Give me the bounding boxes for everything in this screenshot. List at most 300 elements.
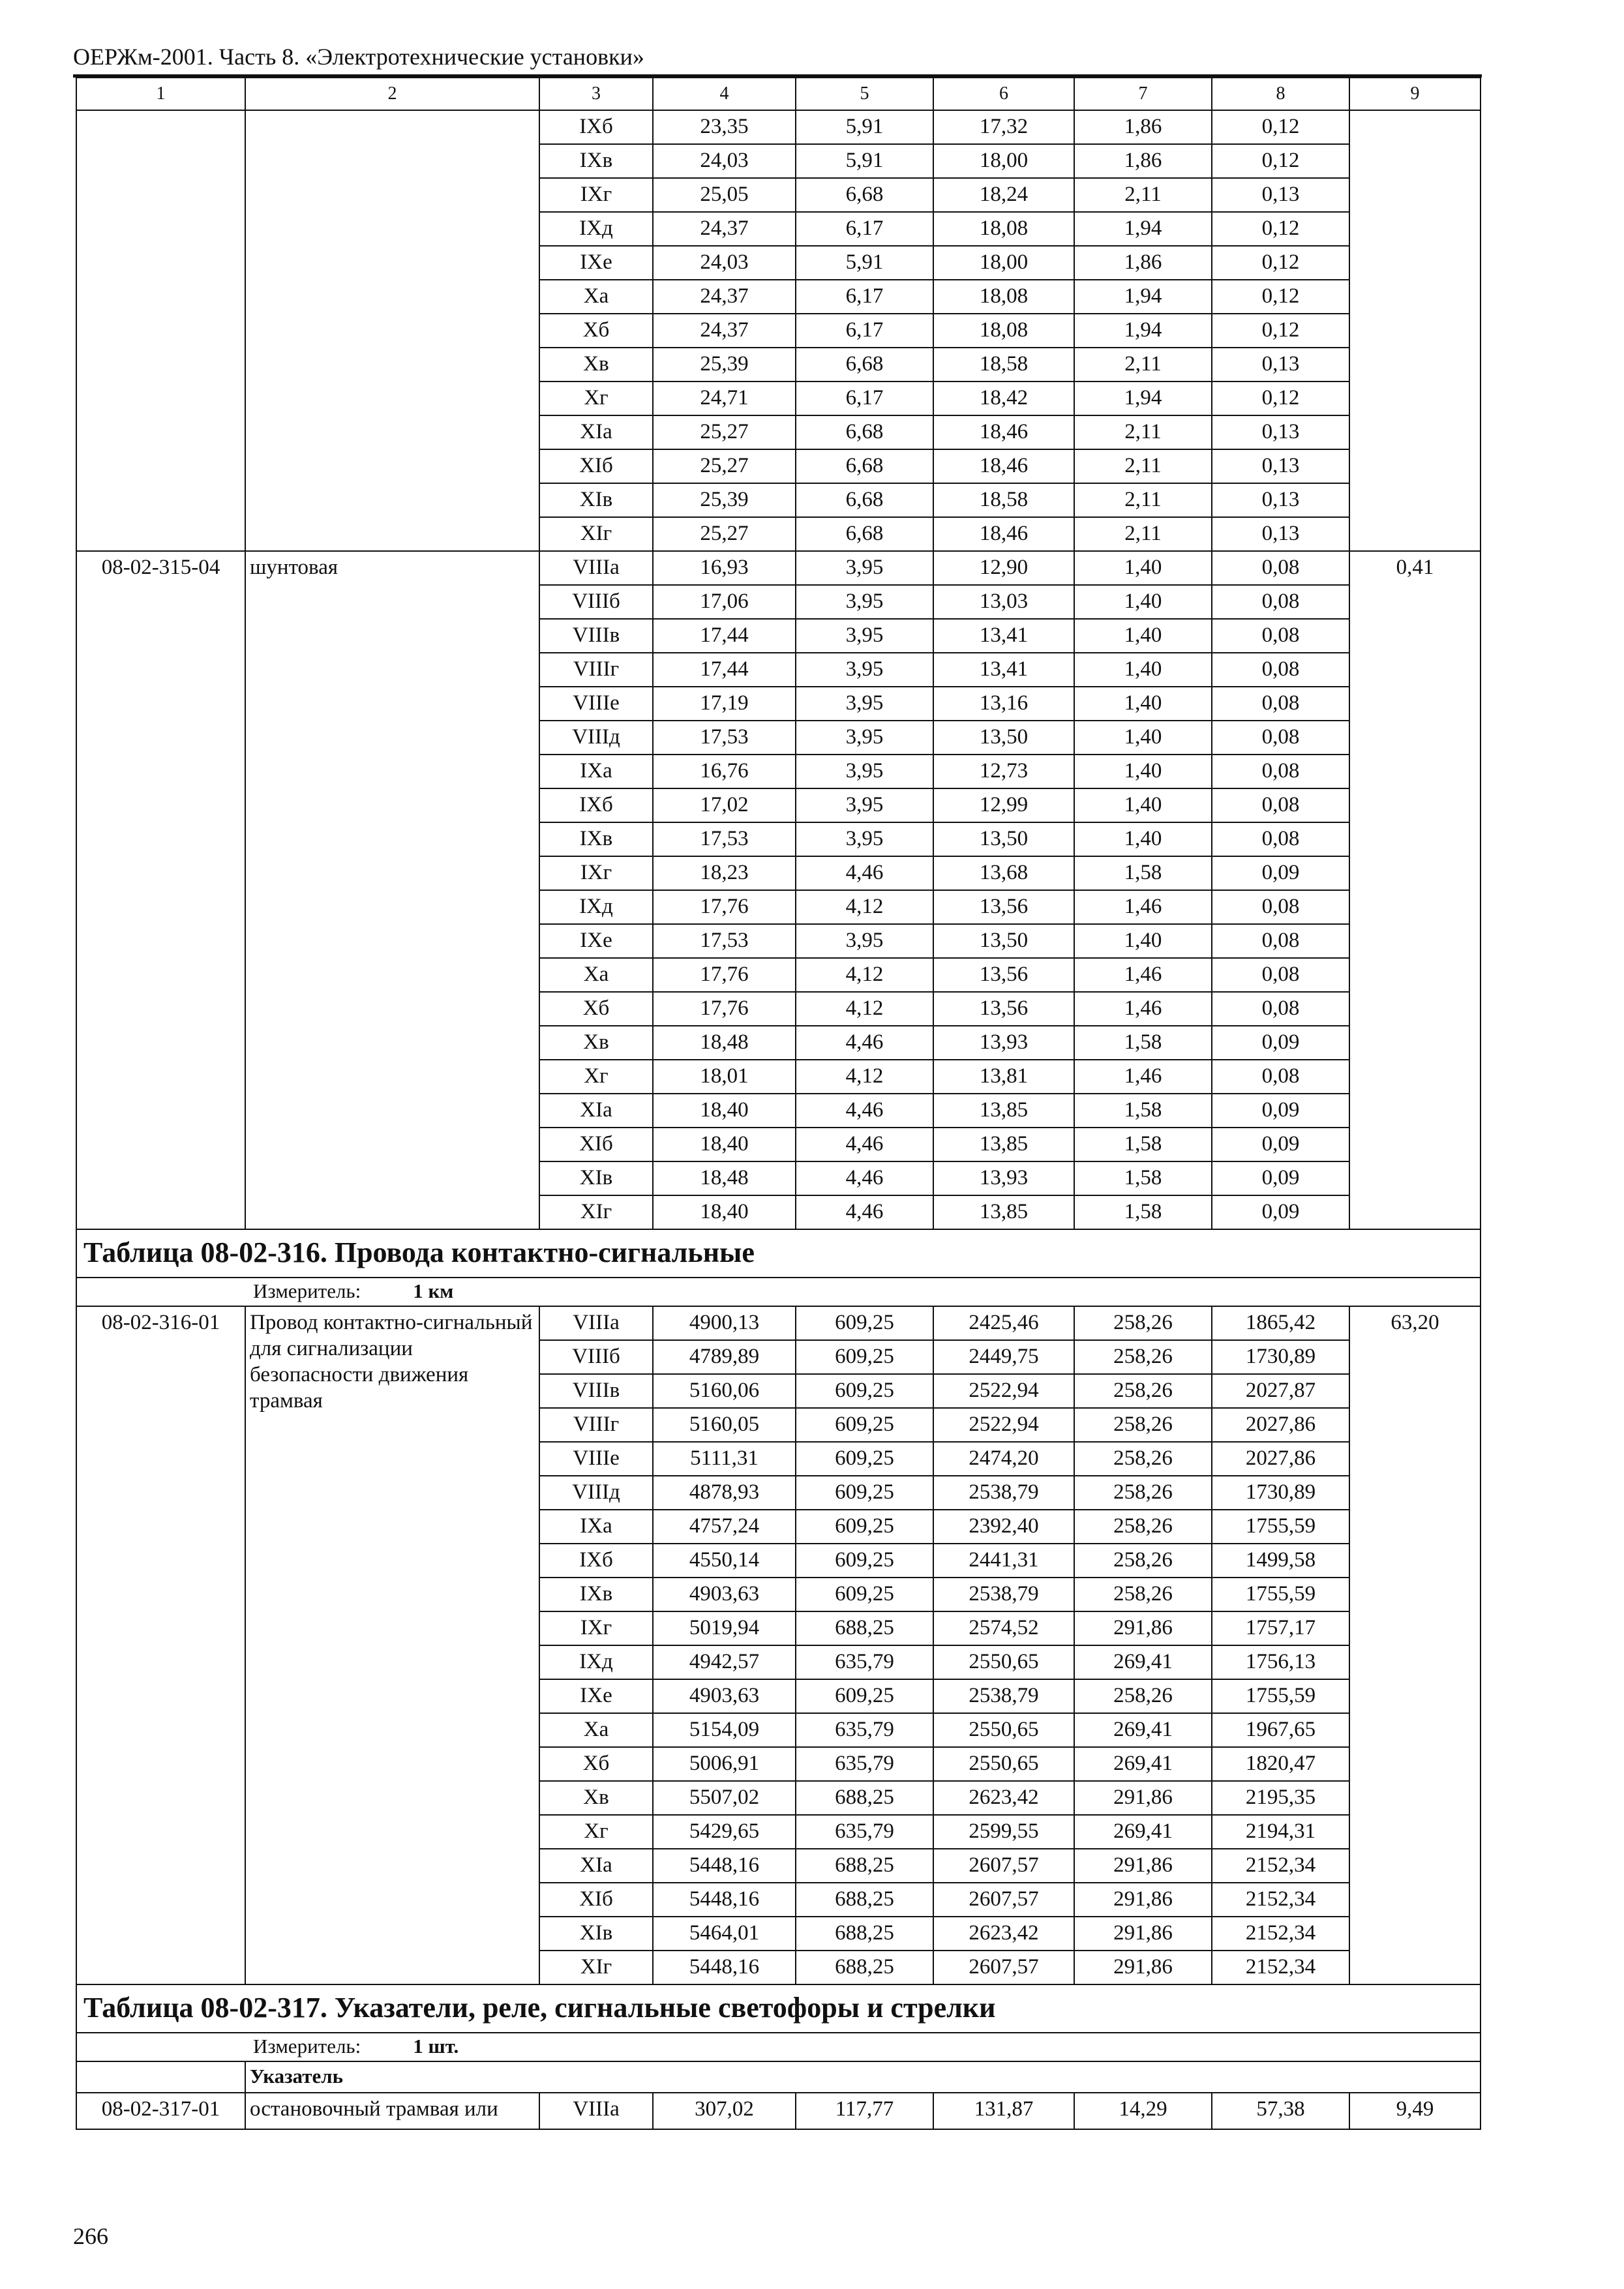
value-cell: 291,86 — [1074, 1849, 1212, 1883]
value-cell: 2607,57 — [933, 1883, 1074, 1917]
value-cell: 2538,79 — [933, 1476, 1074, 1510]
zone-cell: VIIIе — [539, 1442, 653, 1476]
value-cell: 635,79 — [796, 1713, 933, 1747]
value-cell: 5160,06 — [653, 1374, 796, 1408]
value-cell: 258,26 — [1074, 1442, 1212, 1476]
value-cell: 13,41 — [933, 619, 1074, 653]
value-cell: 307,02 — [653, 2093, 796, 2129]
value-cell: 1,40 — [1074, 551, 1212, 585]
value-cell: 0,09 — [1212, 1128, 1349, 1161]
value-cell: 6,68 — [796, 449, 933, 483]
value-cell: 609,25 — [796, 1510, 933, 1544]
value-cell: 2538,79 — [933, 1679, 1074, 1713]
value-cell: 6,17 — [796, 382, 933, 415]
value-cell: 12,90 — [933, 551, 1074, 585]
value-cell: 1,58 — [1074, 1195, 1212, 1229]
value-cell: 0,08 — [1212, 788, 1349, 822]
value-cell: 18,40 — [653, 1128, 796, 1161]
value-cell: 2152,34 — [1212, 1849, 1349, 1883]
value-cell: 13,41 — [933, 653, 1074, 687]
value-cell: 13,50 — [933, 721, 1074, 755]
zone-cell: IXе — [539, 924, 653, 958]
zone-cell: IXд — [539, 890, 653, 924]
zone-cell: IXг — [539, 856, 653, 890]
value-cell: 269,41 — [1074, 1713, 1212, 1747]
value-cell: 18,48 — [653, 1161, 796, 1195]
value-cell: 6,17 — [796, 280, 933, 314]
value-cell: 18,46 — [933, 449, 1074, 483]
value-cell: 0,09 — [1212, 1161, 1349, 1195]
value-cell: 0,13 — [1212, 449, 1349, 483]
value-cell: 5154,09 — [653, 1713, 796, 1747]
value-cell: 2027,86 — [1212, 1408, 1349, 1442]
value-cell: 269,41 — [1074, 1645, 1212, 1679]
zone-cell: VIIIг — [539, 1408, 653, 1442]
value-cell: 17,53 — [653, 721, 796, 755]
zone-cell: IXе — [539, 246, 653, 280]
value-cell: 688,25 — [796, 1883, 933, 1917]
value-cell: 18,24 — [933, 178, 1074, 212]
value-cell: 1,40 — [1074, 822, 1212, 856]
page-number: 266 — [73, 2223, 108, 2249]
value-cell: 13,85 — [933, 1128, 1074, 1161]
value-cell: 3,95 — [796, 822, 933, 856]
value-cell: 5448,16 — [653, 1951, 796, 1984]
value-cell: 17,19 — [653, 687, 796, 721]
value-cell: 17,44 — [653, 619, 796, 653]
value-cell: 17,53 — [653, 822, 796, 856]
zone-cell: XIб — [539, 1128, 653, 1161]
value-cell: 0,12 — [1212, 314, 1349, 348]
value-cell: 6,68 — [796, 348, 933, 382]
value-cell: 25,27 — [653, 415, 796, 449]
value-cell: 2152,34 — [1212, 1951, 1349, 1984]
work-name: шунтовая — [245, 551, 539, 1229]
value-cell: 18,40 — [653, 1195, 796, 1229]
table-row — [76, 551, 1481, 585]
rate-code: 08-02-317-01 — [76, 2093, 245, 2129]
value-cell: 0,09 — [1212, 1094, 1349, 1128]
value-cell: 258,26 — [1074, 1374, 1212, 1408]
value-cell: 258,26 — [1074, 1340, 1212, 1374]
table-title: Таблица 08-02-316. Провода контактно-сигнальные — [76, 1229, 1481, 1278]
zone-cell: IXд — [539, 1645, 653, 1679]
zone-cell: XIв — [539, 1161, 653, 1195]
value-cell: 269,41 — [1074, 1747, 1212, 1781]
value-cell: 688,25 — [796, 1781, 933, 1815]
measure-value: 1 шт. — [413, 2035, 459, 2057]
value-cell: 17,76 — [653, 890, 796, 924]
zone-cell: VIIIв — [539, 1374, 653, 1408]
zone-cell: VIIIд — [539, 1476, 653, 1510]
value-cell: 13,50 — [933, 924, 1074, 958]
column-number: 7 — [1074, 78, 1212, 110]
value-cell: 258,26 — [1074, 1408, 1212, 1442]
value-cell: 18,08 — [933, 280, 1074, 314]
value-cell: 688,25 — [796, 1917, 933, 1951]
value-cell: 0,08 — [1212, 958, 1349, 992]
zone-cell: VIIIд — [539, 721, 653, 755]
value-cell: 4,12 — [796, 890, 933, 924]
value-cell: 17,53 — [653, 924, 796, 958]
value-cell: 3,95 — [796, 788, 933, 822]
value-cell: 13,56 — [933, 958, 1074, 992]
value-cell: 2,11 — [1074, 348, 1212, 382]
table-title: Таблица 08-02-317. Указатели, реле, сигнальные светофоры и стрелки — [76, 1984, 1481, 2033]
value-cell: 18,58 — [933, 348, 1074, 382]
value-cell: 24,37 — [653, 280, 796, 314]
value-cell: 13,68 — [933, 856, 1074, 890]
zone-cell: IXг — [539, 178, 653, 212]
value-cell: 1757,17 — [1212, 1611, 1349, 1645]
value-cell: 13,93 — [933, 1026, 1074, 1060]
measure-unit — [76, 1278, 1481, 1306]
value-cell: 1,40 — [1074, 924, 1212, 958]
value-cell: 609,25 — [796, 1578, 933, 1611]
value-cell: 291,86 — [1074, 1883, 1212, 1917]
value-cell: 609,25 — [796, 1679, 933, 1713]
zone-cell: VIIIг — [539, 653, 653, 687]
rate-code: 08-02-316-01 — [76, 1306, 245, 1984]
value-cell: 0,08 — [1212, 755, 1349, 788]
value-cell: 13,85 — [933, 1094, 1074, 1128]
value-cell: 609,25 — [796, 1306, 933, 1340]
value-cell: 24,03 — [653, 144, 796, 178]
value-cell: 1,86 — [1074, 110, 1212, 144]
value-cell: 131,87 — [933, 2093, 1074, 2129]
value-cell: 0,12 — [1212, 246, 1349, 280]
value-cell: 1755,59 — [1212, 1679, 1349, 1713]
value-cell: 2574,52 — [933, 1611, 1074, 1645]
value-cell: 1967,65 — [1212, 1713, 1349, 1747]
value-cell: 3,95 — [796, 551, 933, 585]
value-cell: 2,11 — [1074, 517, 1212, 551]
value-cell: 117,77 — [796, 2093, 933, 2129]
column-number: 9 — [1349, 78, 1481, 110]
value-cell: 18,46 — [933, 517, 1074, 551]
value-cell: 258,26 — [1074, 1306, 1212, 1340]
value-cell: 0,08 — [1212, 585, 1349, 619]
zone-cell: Xг — [539, 1815, 653, 1849]
value-cell: 2449,75 — [933, 1340, 1074, 1374]
work-name: Провод контактно-сигнальный для сигнализации безопасности движения трамвая — [245, 1306, 539, 1984]
value-cell: 6,68 — [796, 178, 933, 212]
value-cell: 6,68 — [796, 415, 933, 449]
value-cell: 5429,65 — [653, 1815, 796, 1849]
value-cell: 2425,46 — [933, 1306, 1074, 1340]
value-cell: 5448,16 — [653, 1849, 796, 1883]
zone-cell: VIIIa — [539, 1306, 653, 1340]
value-cell: 24,03 — [653, 246, 796, 280]
value-cell: 4,46 — [796, 1026, 933, 1060]
value-cell: 4,46 — [796, 1128, 933, 1161]
zone-cell: IXб — [539, 788, 653, 822]
value-cell: 1,94 — [1074, 280, 1212, 314]
zone-cell: IXе — [539, 1679, 653, 1713]
zone-cell: Xб — [539, 314, 653, 348]
value-cell: 13,50 — [933, 822, 1074, 856]
value-cell: 3,95 — [796, 721, 933, 755]
value-cell: 0,08 — [1212, 653, 1349, 687]
value-cell: 291,86 — [1074, 1781, 1212, 1815]
value-cell: 0,12 — [1212, 382, 1349, 415]
value-cell: 635,79 — [796, 1645, 933, 1679]
zone-cell: XIa — [539, 415, 653, 449]
column-number: 6 — [933, 78, 1074, 110]
value-cell: 3,95 — [796, 585, 933, 619]
zone-cell: VIIIв — [539, 619, 653, 653]
value-cell: 3,95 — [796, 755, 933, 788]
zone-cell: VIIIa — [539, 551, 653, 585]
value-cell: 1,86 — [1074, 246, 1212, 280]
value-cell: 291,86 — [1074, 1951, 1212, 1984]
value-cell: 2195,35 — [1212, 1781, 1349, 1815]
value-cell: 688,25 — [796, 1611, 933, 1645]
value-cell: 5019,94 — [653, 1611, 796, 1645]
value-cell: 5464,01 — [653, 1917, 796, 1951]
value-cell: 258,26 — [1074, 1578, 1212, 1611]
zone-cell: XIг — [539, 1195, 653, 1229]
zone-cell: VIIIa — [539, 2093, 653, 2129]
value-cell: 1,58 — [1074, 1161, 1212, 1195]
value-cell: 5111,31 — [653, 1442, 796, 1476]
value-cell: 688,25 — [796, 1849, 933, 1883]
table-row — [76, 110, 1481, 144]
zone-cell: Xб — [539, 992, 653, 1026]
value-cell: 0,12 — [1212, 144, 1349, 178]
value-cell: 609,25 — [796, 1544, 933, 1578]
value-cell: 18,00 — [933, 144, 1074, 178]
value-cell: 0,09 — [1212, 1195, 1349, 1229]
value-cell: 2599,55 — [933, 1815, 1074, 1849]
value-cell: 269,41 — [1074, 1815, 1212, 1849]
value-cell: 24,71 — [653, 382, 796, 415]
zone-cell: XIг — [539, 1951, 653, 1984]
value-cell: 0,13 — [1212, 483, 1349, 517]
value-cell: 609,25 — [796, 1442, 933, 1476]
value-cell: 0,12 — [1212, 212, 1349, 246]
value-cell: 635,79 — [796, 1815, 933, 1849]
value-cell: 1,58 — [1074, 1094, 1212, 1128]
value-cell: 6,17 — [796, 212, 933, 246]
value-cell: 1,46 — [1074, 992, 1212, 1026]
zone-cell: XIг — [539, 517, 653, 551]
value-cell: 17,76 — [653, 992, 796, 1026]
group-title: Указатель — [245, 2061, 1481, 2093]
value-cell: 18,08 — [933, 314, 1074, 348]
value-cell: 2623,42 — [933, 1781, 1074, 1815]
measure-value: 1 км — [413, 1279, 454, 1302]
value-cell: 1499,58 — [1212, 1544, 1349, 1578]
value-cell: 0,08 — [1212, 721, 1349, 755]
value-cell: 6,17 — [796, 314, 933, 348]
value-cell: 2,11 — [1074, 178, 1212, 212]
value-cell: 16,76 — [653, 755, 796, 788]
value-cell: 17,06 — [653, 585, 796, 619]
value-cell: 24,37 — [653, 314, 796, 348]
value-cell: 0,12 — [1212, 280, 1349, 314]
value-cell: 2522,94 — [933, 1374, 1074, 1408]
value-cell: 609,25 — [796, 1340, 933, 1374]
zone-cell: IXб — [539, 1544, 653, 1578]
value-cell: 18,58 — [933, 483, 1074, 517]
column-number: 2 — [245, 78, 539, 110]
value-cell: 1730,89 — [1212, 1340, 1349, 1374]
value-cell: 4757,24 — [653, 1510, 796, 1544]
column-number: 4 — [653, 78, 796, 110]
column-number: 8 — [1212, 78, 1349, 110]
value-cell: 14,29 — [1074, 2093, 1212, 2129]
value-cell: 2623,42 — [933, 1917, 1074, 1951]
value-cell: 5,91 — [796, 246, 933, 280]
value-cell: 13,56 — [933, 992, 1074, 1026]
col9-value: 63,20 — [1349, 1306, 1481, 1984]
value-cell: 4942,57 — [653, 1645, 796, 1679]
zone-cell: Xв — [539, 1781, 653, 1815]
measure-unit — [76, 2033, 1481, 2061]
value-cell: 2522,94 — [933, 1408, 1074, 1442]
value-cell: 25,27 — [653, 517, 796, 551]
value-cell: 4903,63 — [653, 1578, 796, 1611]
value-cell: 18,46 — [933, 415, 1074, 449]
value-cell: 2474,20 — [933, 1442, 1074, 1476]
value-cell: 1730,89 — [1212, 1476, 1349, 1510]
value-cell: 4789,89 — [653, 1340, 796, 1374]
value-cell: 5006,91 — [653, 1747, 796, 1781]
value-cell: 0,09 — [1212, 856, 1349, 890]
value-cell: 13,56 — [933, 890, 1074, 924]
value-cell: 4,46 — [796, 1094, 933, 1128]
zone-cell: XIв — [539, 1917, 653, 1951]
zone-cell: IXв — [539, 144, 653, 178]
value-cell: 258,26 — [1074, 1544, 1212, 1578]
value-cell: 4903,63 — [653, 1679, 796, 1713]
value-cell: 25,05 — [653, 178, 796, 212]
value-cell: 5448,16 — [653, 1883, 796, 1917]
value-cell: 12,73 — [933, 755, 1074, 788]
value-cell: 2550,65 — [933, 1645, 1074, 1679]
zone-cell: IXa — [539, 755, 653, 788]
value-cell: 25,27 — [653, 449, 796, 483]
value-cell: 0,13 — [1212, 415, 1349, 449]
value-cell: 5,91 — [796, 110, 933, 144]
value-cell: 1,46 — [1074, 958, 1212, 992]
col9-value — [1349, 110, 1481, 551]
value-cell: 2441,31 — [933, 1544, 1074, 1578]
value-cell: 2194,31 — [1212, 1815, 1349, 1849]
zone-cell: IXб — [539, 110, 653, 144]
zone-cell: XIб — [539, 1883, 653, 1917]
value-cell: 13,93 — [933, 1161, 1074, 1195]
price-table — [76, 77, 1481, 2130]
value-cell: 1,40 — [1074, 788, 1212, 822]
value-cell: 1,46 — [1074, 1060, 1212, 1094]
value-cell: 17,02 — [653, 788, 796, 822]
col9-value: 0,41 — [1349, 551, 1481, 1229]
value-cell: 1756,13 — [1212, 1645, 1349, 1679]
value-cell: 1,94 — [1074, 212, 1212, 246]
value-cell: 1,58 — [1074, 1026, 1212, 1060]
value-cell: 2027,86 — [1212, 1442, 1349, 1476]
value-cell: 635,79 — [796, 1747, 933, 1781]
value-cell: 18,40 — [653, 1094, 796, 1128]
rate-code: 08-02-315-04 — [76, 551, 245, 1229]
value-cell: 1755,59 — [1212, 1578, 1349, 1611]
zone-cell: Xa — [539, 958, 653, 992]
value-cell: 2550,65 — [933, 1747, 1074, 1781]
value-cell: 2152,34 — [1212, 1883, 1349, 1917]
value-cell: 1,86 — [1074, 144, 1212, 178]
value-cell: 18,42 — [933, 382, 1074, 415]
measure-label: Измеритель: — [253, 1279, 361, 1302]
work-name: остановочный трамвая или — [245, 2093, 539, 2129]
value-cell: 1,40 — [1074, 585, 1212, 619]
value-cell: 0,08 — [1212, 890, 1349, 924]
value-cell: 258,26 — [1074, 1679, 1212, 1713]
work-name — [245, 110, 539, 551]
column-number: 3 — [539, 78, 653, 110]
value-cell: 0,08 — [1212, 551, 1349, 585]
value-cell: 2027,87 — [1212, 1374, 1349, 1408]
zone-cell: VIIIе — [539, 687, 653, 721]
value-cell: 2152,34 — [1212, 1917, 1349, 1951]
value-cell: 5,91 — [796, 144, 933, 178]
value-cell: 609,25 — [796, 1476, 933, 1510]
value-cell: 4,12 — [796, 1060, 933, 1094]
value-cell: 6,68 — [796, 517, 933, 551]
group-spacer — [76, 2061, 245, 2093]
value-cell: 2,11 — [1074, 415, 1212, 449]
value-cell: 258,26 — [1074, 1510, 1212, 1544]
value-cell: 2,11 — [1074, 483, 1212, 517]
column-number-row — [76, 78, 1481, 110]
value-cell: 3,95 — [796, 619, 933, 653]
value-cell: 3,95 — [796, 924, 933, 958]
value-cell: 0,13 — [1212, 517, 1349, 551]
value-cell: 2538,79 — [933, 1578, 1074, 1611]
value-cell: 0,08 — [1212, 992, 1349, 1026]
value-cell: 2392,40 — [933, 1510, 1074, 1544]
value-cell: 13,81 — [933, 1060, 1074, 1094]
value-cell: 1,46 — [1074, 890, 1212, 924]
value-cell: 17,44 — [653, 653, 796, 687]
value-cell: 1,94 — [1074, 382, 1212, 415]
value-cell: 12,99 — [933, 788, 1074, 822]
value-cell: 3,95 — [796, 653, 933, 687]
value-cell: 4550,14 — [653, 1544, 796, 1578]
zone-cell: XIб — [539, 449, 653, 483]
value-cell: 57,38 — [1212, 2093, 1349, 2129]
measure-label: Измеритель: — [253, 2035, 361, 2057]
value-cell: 0,08 — [1212, 619, 1349, 653]
value-cell: 4878,93 — [653, 1476, 796, 1510]
zone-cell: IXд — [539, 212, 653, 246]
zone-cell: Xг — [539, 1060, 653, 1094]
column-number: 5 — [796, 78, 933, 110]
running-header: ОЕРЖм-2001. Часть 8. «Электротехнические установки» — [73, 40, 1482, 78]
zone-cell: IXв — [539, 1578, 653, 1611]
value-cell: 291,86 — [1074, 1611, 1212, 1645]
value-cell: 25,39 — [653, 348, 796, 382]
zone-cell: IXa — [539, 1510, 653, 1544]
value-cell: 0,13 — [1212, 178, 1349, 212]
value-cell: 0,08 — [1212, 687, 1349, 721]
value-cell: 13,03 — [933, 585, 1074, 619]
zone-cell: Xб — [539, 1747, 653, 1781]
value-cell: 2607,57 — [933, 1951, 1074, 1984]
value-cell: 1755,59 — [1212, 1510, 1349, 1544]
value-cell: 4900,13 — [653, 1306, 796, 1340]
